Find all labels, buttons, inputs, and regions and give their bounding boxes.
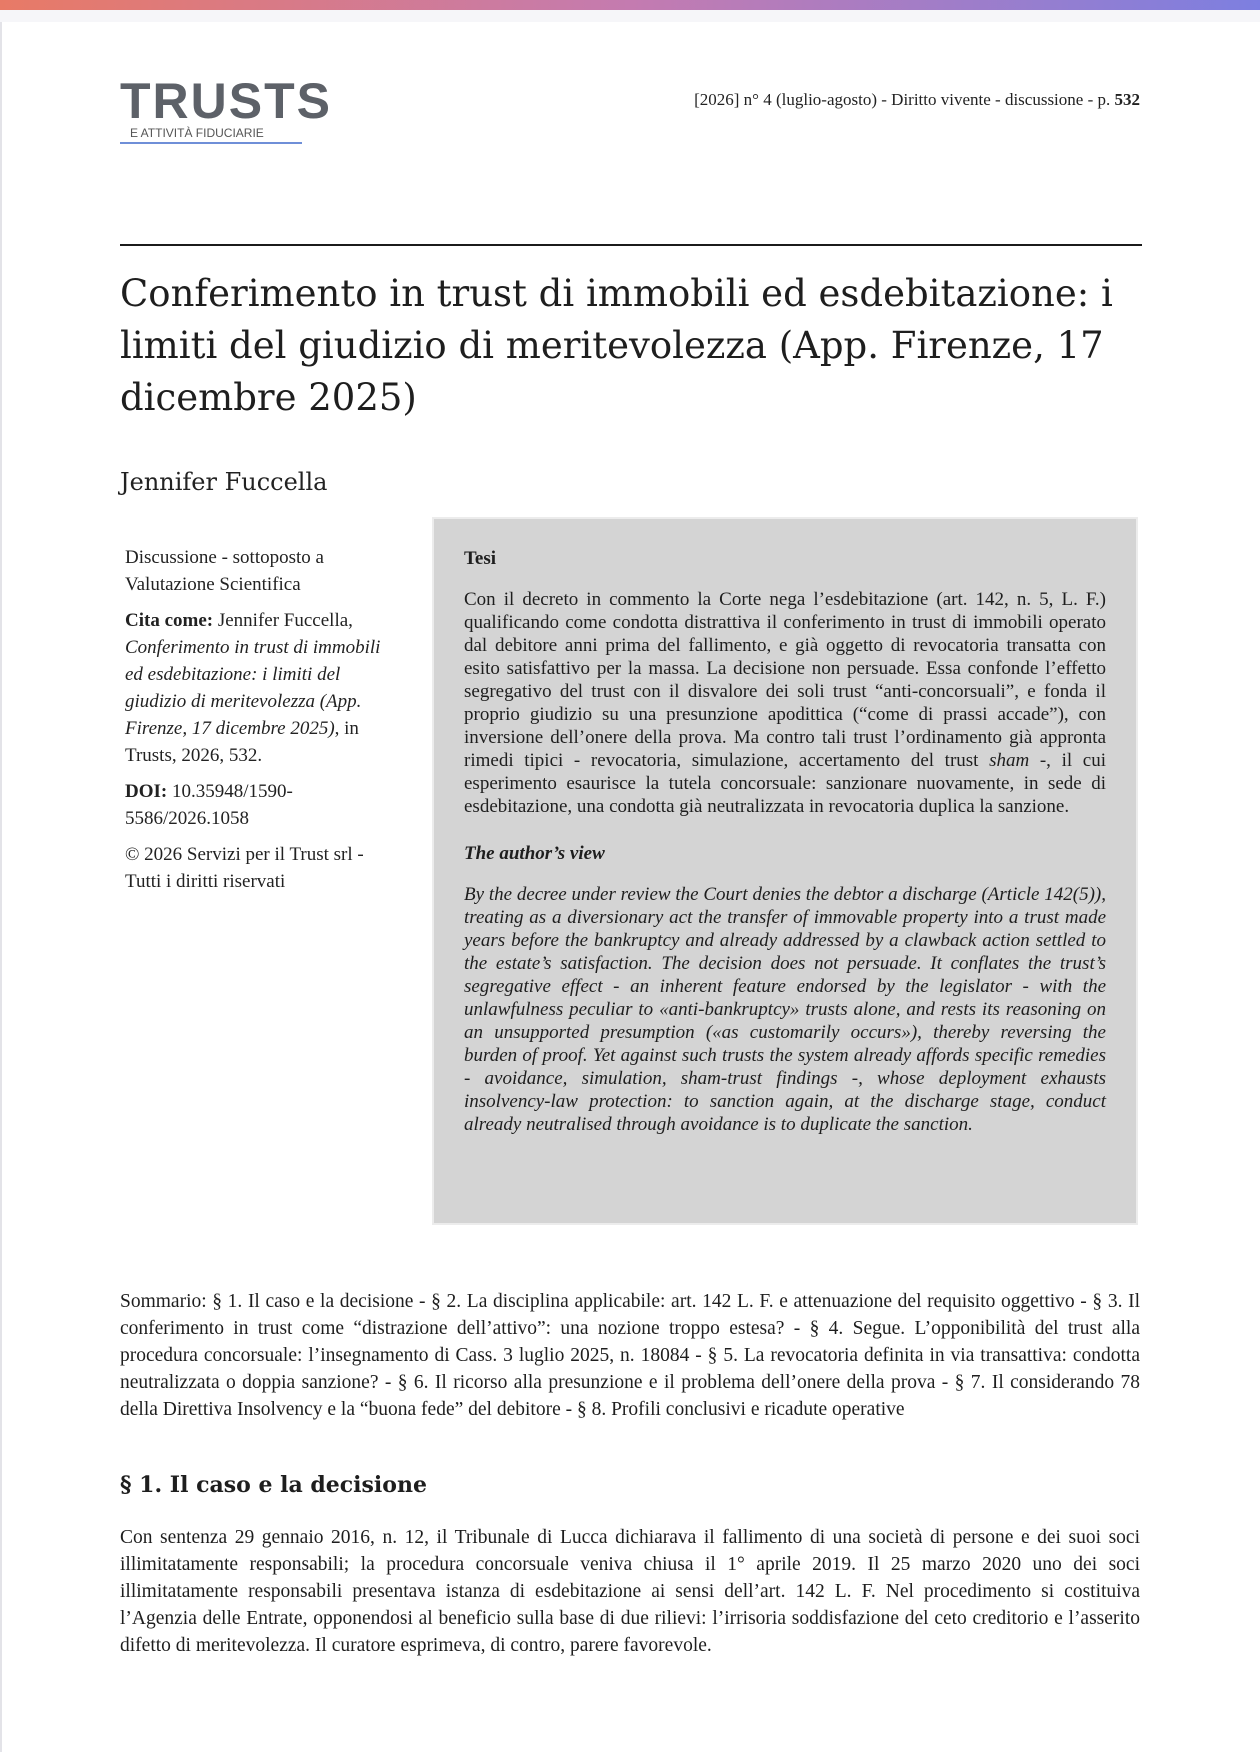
page-edge — [0, 22, 2, 1752]
copyright: © 2026 Servizi per il Trust srl - Tutti i diritti riservati — [125, 844, 364, 892]
article-type: Discussione - sottoposto a Valutazione Scientifica — [125, 547, 324, 595]
abstract-it-body: Con il decreto in commento la Corte nega l’esdebitazione (art. 142, n. 5, L. F.) qualificando come condotta distrattiva il conferimento in trust di immobili operato dal debitore anni prima del fallimento, e già oggetto di revocatoria transatta con esito satisfattivo per la massa. La decisione non persuade. Essa confonde l’effetto segregativo del trust con il disvalore dei soli trust “anti-concorsuali”, e fonda il proprio giudizio su una presunzione apodittica (“come di prassi accade”), con inversione dell’onere della prova. Ma contro tali trust l’ordinamento già appronta rimedi tipici - revocatoria, simulazione, accertamento del trust — [464, 589, 1106, 771]
issue-citation — [694, 90, 1140, 110]
article-author: Jennifer Fuccella — [120, 468, 328, 496]
abstract-it-end: -, il cui esperimento esaurisce la tutela concorsuale: sanzionare nuovamente, in sede di esdebitazione, una condotta già neutralizzata in revocatoria duplica la sanzione. — [464, 750, 1106, 817]
journal-logo — [120, 73, 332, 144]
section-1-heading: § 1. Il caso e la decisione — [120, 1472, 427, 1498]
top-margin — [0, 10, 1260, 22]
section-1-text: Con sentenza 29 gennaio 2016, n. 12, il Tribunale di Lucca dichiarava il fallimento di una società di persone e dei suoi soci illimitatamente responsabili; la procedura concorsuale veniva chiusa il 1° aprile 2019. Il 25 marzo 2020 uno dei soci illimitatamente responsabili presentava istanza di esdebitazione ai sensi dell’art. 142 L. F. Nel procedimento si costituiva l’Agenzia delle Entrate, opponendosi al beneficio sulla base di due rilievi: l’irrisoria soddisfazione del ceto creditorio e l’asserito difetto di meritevolezza. Il curatore esprimeva, di contro, parere favorevole. — [120, 1527, 1140, 1656]
doi-label: DOI: — [125, 781, 168, 802]
abstract-box — [432, 517, 1138, 1225]
doi — [125, 778, 395, 832]
logo-subtitle: E ATTIVITÀ FIDUCIARIE — [120, 126, 302, 144]
issue-info: [2026] n° 4 (luglio-agosto) - Diritto vivente - discussione - p. — [694, 90, 1115, 109]
cite-title: Conferimento in trust di immobili ed esdebitazione: i limiti del giudizio di meritevolezza (App. Firenze, 17 dicembre 2025) — [125, 637, 381, 739]
article-metadata-sidebar — [125, 544, 395, 904]
page-number: 532 — [1114, 90, 1140, 109]
cite-rest: , in Trusts, 2026, 532. — [125, 718, 359, 766]
abstract-text-it — [464, 588, 1106, 818]
doi-value[interactable]: 10.35948/1590-5586/2026.1058 — [125, 781, 293, 829]
abstract-text-en: By the decree under review the Court denies the debtor a discharge (Article 142(5)), treating as a diversionary act the transfer of immovable property into a trust made years before the bankruptcy and already addressed by a clawback action settled to the estate’s satisfaction. The decision does not persuade. It conflates the trust’s segregative effect - an inherent feature endorsed by the legislator - with the unlawfulness peculiar to «anti-bankruptcy» trusts alone, and rests its reasoning on an unsupported presumption («as customarily occurs»), thereby reversing the burden of proof. Yet against such trusts the system already affords specific remedies - avoidance, simulation, sham-trust findings -, whose deployment exhausts insolvency-law protection: to sanction again, at the discharge stage, conduct already neutralised through avoidance is to duplicate the sanction. — [464, 884, 1106, 1135]
logo-wordmark: TRUSTS — [120, 73, 332, 129]
abstract-it-sham: sham — [989, 750, 1030, 771]
cite-label: Cita come: — [125, 610, 214, 631]
header-rule — [120, 244, 1142, 246]
cite-author: Jennifer Fuccella, — [213, 610, 353, 631]
abstract-heading-it: Tesi — [464, 548, 497, 569]
article-title: Conferimento in trust di immobili ed esdebitazione: i limiti del giudizio di meritevolezza (App. Firenze, 17 dicembre 2025) — [120, 272, 1113, 419]
table-of-contents-summary: Sommario: § 1. Il caso e la decisione - § 2. La disciplina applicabile: art. 142 L. F. e attenuazione del requisito oggettivo - § 3. Il conferimento in trust come “distrazione dell’attivo”: una nozione troppo estesa? - § 4. Segue. L’opponibilità del trust alla procedura concorsuale: l’insegnamento di Cass. 3 luglio 2025, n. 18084 - § 5. La revocatoria definita in via transattiva: condotta neutralizzata o doppia sanzione? - § 6. Il ricorso alla presunzione e il problema dell’onere della prova - § 7. Il considerando 78 della Direttiva Insolvency e la “buona fede” del debitore - § 8. Profili conclusivi e ricadute operative — [120, 1291, 1140, 1420]
abstract-heading-en: The author’s view — [464, 843, 605, 864]
top-gradient-bar — [0, 0, 1260, 10]
cite-as — [125, 607, 395, 769]
